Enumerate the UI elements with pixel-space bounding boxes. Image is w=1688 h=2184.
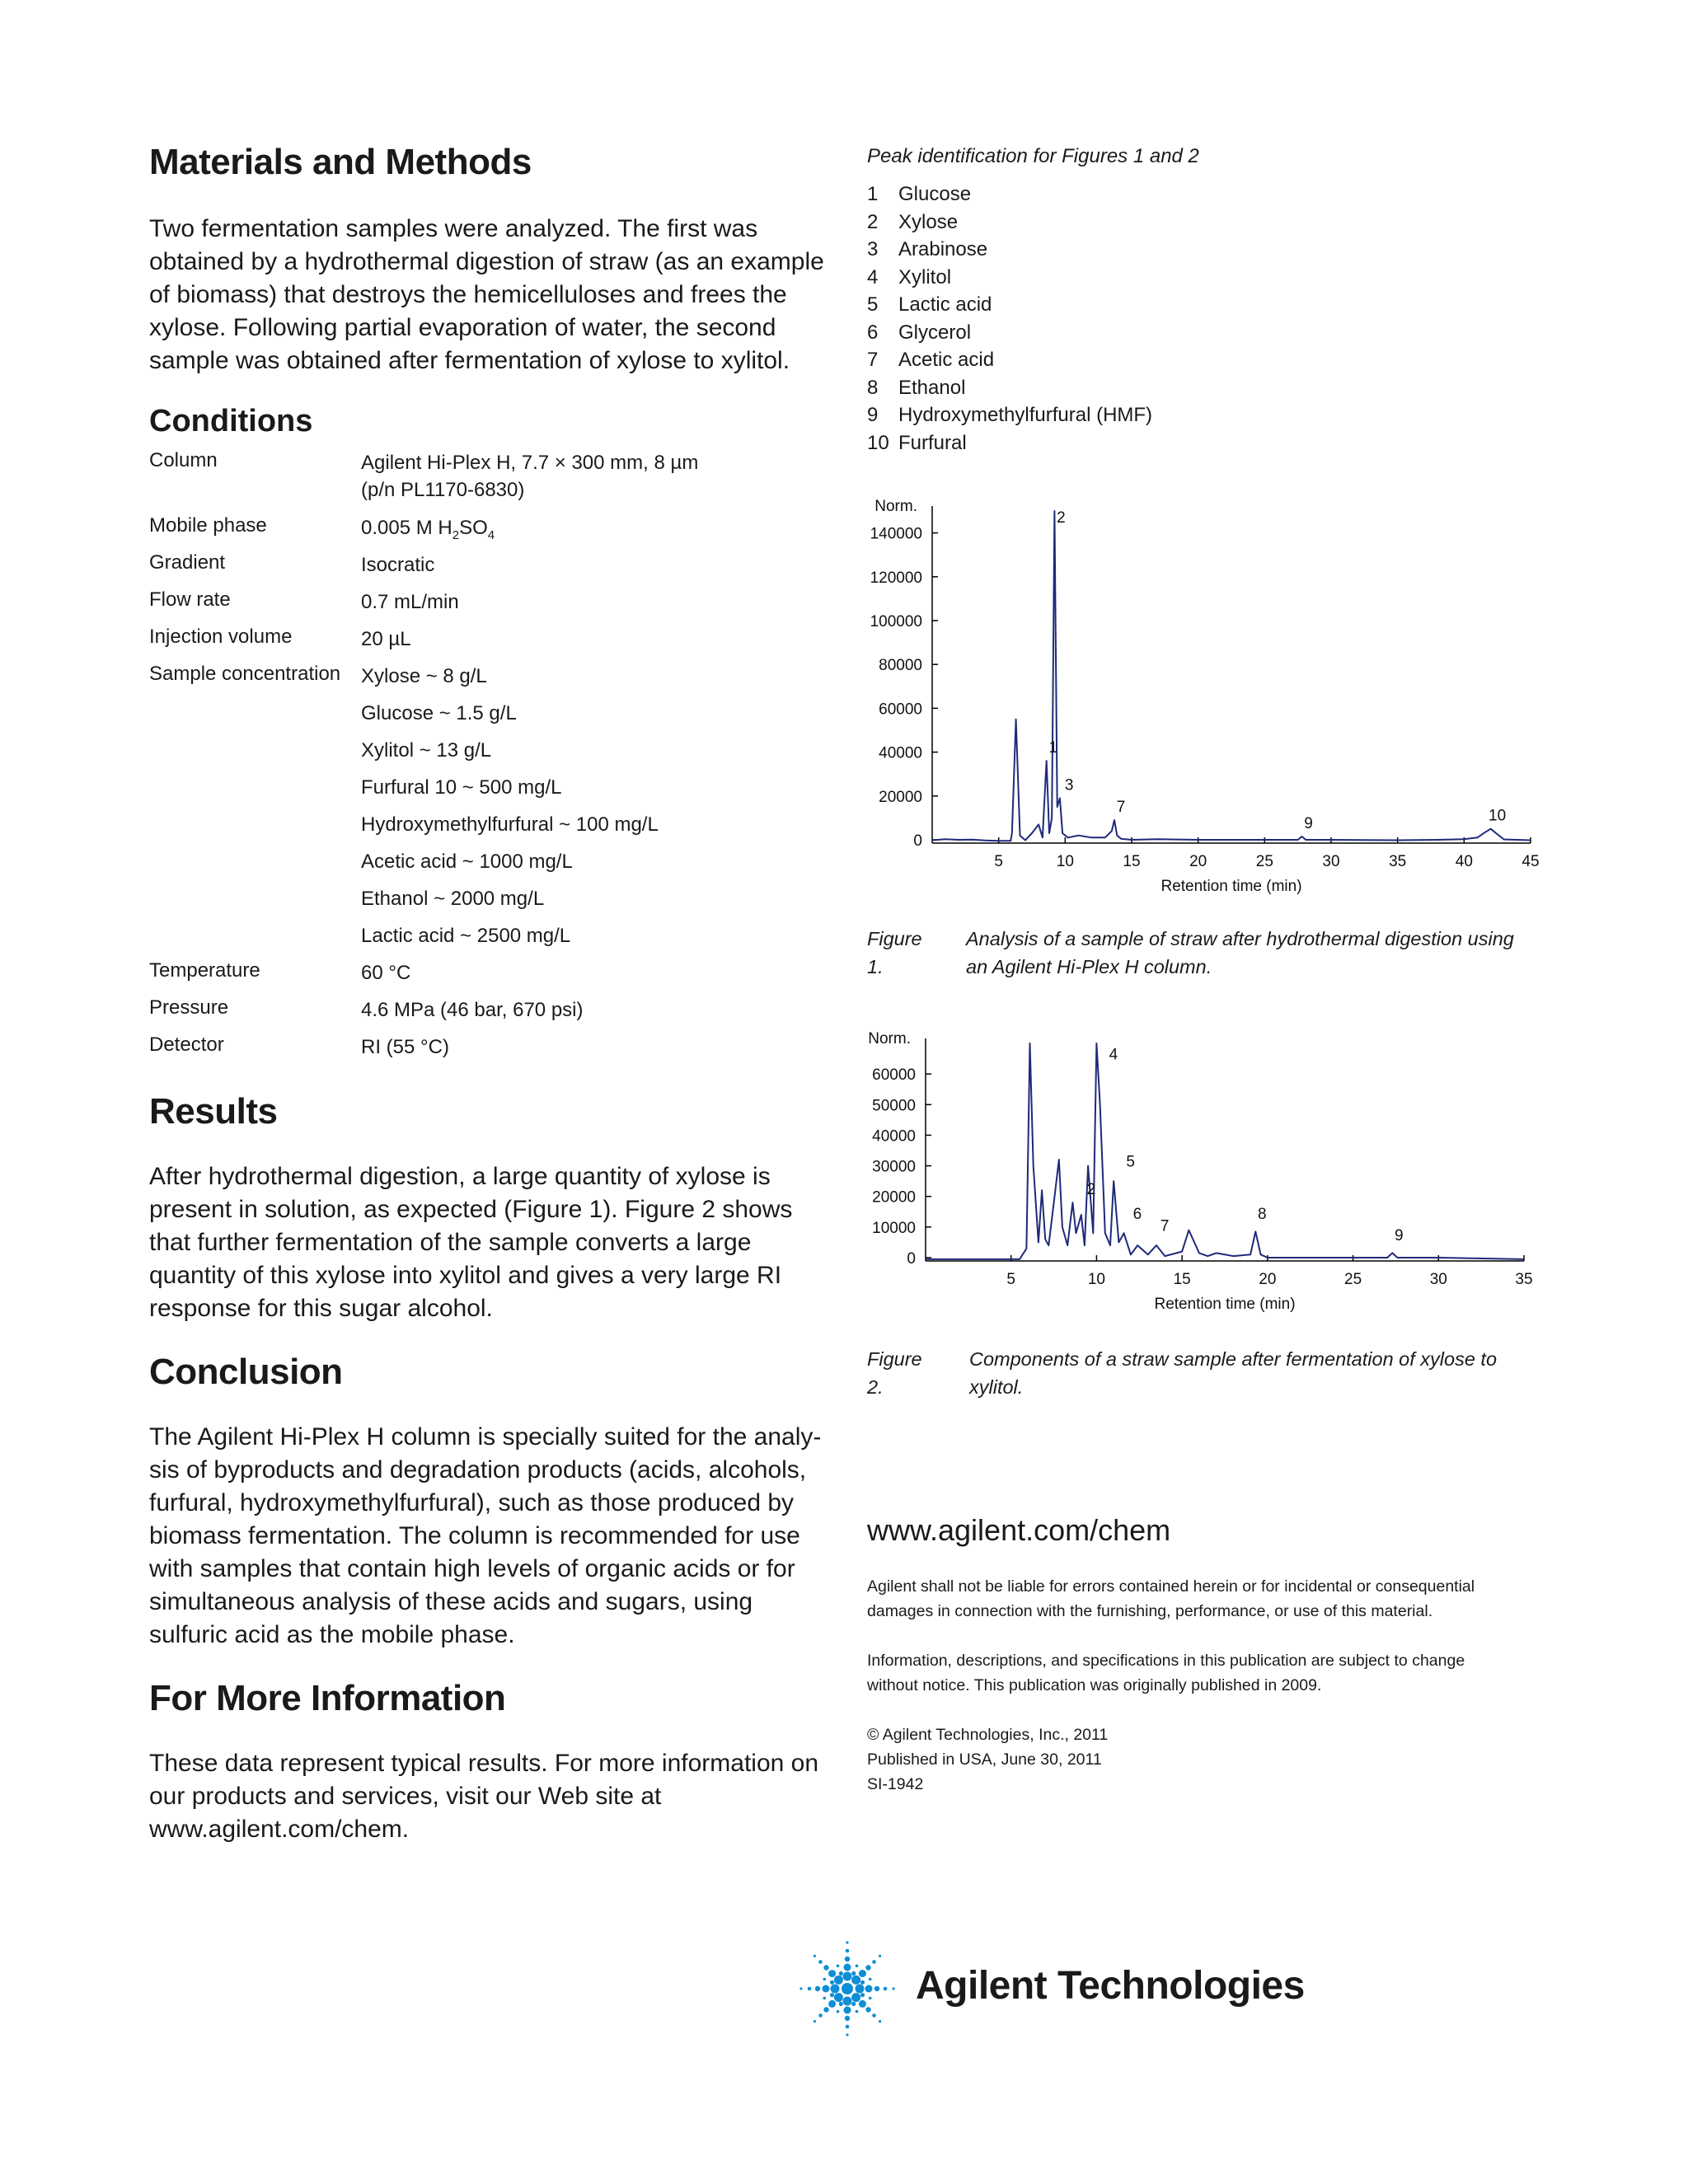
spark-dot xyxy=(808,1987,812,1991)
y-tick-label: 140000 xyxy=(870,525,922,543)
y-tick-label: 120000 xyxy=(870,569,922,587)
conclusion-heading: Conclusion xyxy=(149,1352,343,1392)
y-tick-label: 50000 xyxy=(872,1097,916,1115)
spark-dot xyxy=(830,1980,834,1985)
spark-dot xyxy=(874,1986,879,1991)
spark-dot xyxy=(799,1987,802,1990)
spark-dot xyxy=(860,1980,865,1985)
y-tick-label: 10000 xyxy=(872,1219,916,1237)
peak-label: 5 xyxy=(1126,1153,1135,1171)
agilent-logo xyxy=(794,1935,1305,2042)
peak-label: 1 xyxy=(1048,739,1058,757)
peak-label: 4 xyxy=(1109,1046,1118,1064)
spark-dot xyxy=(823,1997,827,2000)
x-tick-label: 40 xyxy=(1455,853,1473,870)
peak-label: 2 xyxy=(1086,1181,1096,1199)
chromatogram-trace xyxy=(926,1043,1524,1259)
spark-dot xyxy=(892,1987,894,1990)
spark-dot xyxy=(823,1965,828,1970)
x-tick-label: 20 xyxy=(1189,853,1207,870)
condition-row: Temperature 60 °C xyxy=(149,959,411,984)
peak-label: 7 xyxy=(1116,799,1126,817)
y-tick-label: 20000 xyxy=(872,1188,916,1207)
condition-row: Mobile phase 0.005 M $H_2SO_4$ xyxy=(149,514,495,542)
spark-dot xyxy=(869,1997,872,2000)
chromatogram-trace xyxy=(932,511,1531,841)
website-link[interactable]: www.agilent.com/chem. xyxy=(149,1816,410,1843)
peak-label: 9 xyxy=(1304,815,1313,833)
spark-dot xyxy=(834,1975,843,1985)
x-axis-label: Retention time (min) xyxy=(1154,1296,1296,1313)
y-tick-label: 0 xyxy=(913,832,922,850)
y-tick-label: 40000 xyxy=(879,744,922,762)
spark-dot xyxy=(884,1987,888,1991)
peak-label: 7 xyxy=(1160,1217,1170,1235)
spark-dot xyxy=(814,2020,816,2022)
spark-dot xyxy=(815,1986,820,1991)
spark-dot xyxy=(844,2007,851,2014)
spark-dot xyxy=(837,2010,840,2013)
results-paragraph: After hydrothermal digestion, a large quantity of xylose is present in solution, as expected (Figure 1). Figure 2 shows that further fermentation of the sample converts a large quantity of this xylose into xylitol and gives a very large RI response for this sugar alcohol. xyxy=(149,1163,793,1322)
condition-row: Hydroxymethylfurfural ~ 100 mg/L xyxy=(361,813,659,836)
condition-row: Sample concentration Xylose ~ 8 g/L xyxy=(149,663,487,687)
y-tick-label: 60000 xyxy=(879,701,922,719)
condition-row: Injection volume 20 µL xyxy=(149,626,411,650)
spark-dot xyxy=(839,1971,843,1975)
y-tick-label: 30000 xyxy=(872,1158,916,1176)
condition-row: Flow rate 0.7 mL/min xyxy=(149,588,459,613)
spark-dot xyxy=(859,2000,866,2008)
x-tick-label: 20 xyxy=(1259,1271,1277,1288)
x-tick-label: 10 xyxy=(1056,853,1074,870)
condition-row: Gradient Isocratic xyxy=(149,551,435,576)
condition-row: Column Agilent Hi-Plex H, 7.7 × 300 mm, 8 µm (p/n PL1170-6830) xyxy=(149,449,699,501)
x-tick-label: 5 xyxy=(994,853,1003,870)
spark-dot xyxy=(872,2013,876,2018)
conditions-heading: Conditions xyxy=(149,404,313,438)
spark-dot xyxy=(831,1985,840,1994)
spark-dot xyxy=(845,1957,850,1961)
spark-dot xyxy=(860,1993,865,1997)
disclaimer-text: Agilent shall not be liable for errors contained herein or for incidental or consequential damages in connection with the furnishing, performance, or use of this material. xyxy=(867,1577,1475,1620)
peak-label: 8 xyxy=(1258,1205,1267,1223)
spark-dot xyxy=(846,1949,850,1953)
x-tick-label: 25 xyxy=(1344,1271,1362,1288)
x-tick-label: 45 xyxy=(1522,853,1540,870)
x-tick-label: 35 xyxy=(1515,1271,1533,1288)
spark-dot xyxy=(865,1985,873,1993)
spark-dot xyxy=(845,2016,850,2021)
spark-dot xyxy=(872,1960,876,1964)
spark-dot xyxy=(851,1975,860,1985)
spark-dot xyxy=(856,2010,859,2013)
condition-row: Acetic acid ~ 1000 mg/L xyxy=(361,851,573,873)
footer-website-link[interactable]: www.agilent.com/chem xyxy=(867,1513,1171,1547)
materials-heading: Materials and Methods xyxy=(149,142,532,182)
spark-dot xyxy=(843,1997,852,2006)
more-info-paragraph: These data represent typical results. For more information on our products and services, visit our Web site at www.agilent.com/chem. xyxy=(149,1747,842,1846)
info-text: Information, descriptions, and specifications in this publication are subject to change without notice. This publication was originally published in 2009. xyxy=(867,1652,1465,1694)
chromatogram-figure-2 xyxy=(867,1025,1551,1330)
spark-dot xyxy=(823,2007,828,2012)
results-heading: Results xyxy=(149,1091,278,1132)
agilent-spark-icon xyxy=(794,1935,901,2042)
conditions-table xyxy=(149,449,842,1071)
peak-id-title: Peak identification for Figures 1 and 2 xyxy=(867,145,1199,167)
y-axis-label: Norm. xyxy=(868,1030,911,1047)
more-info-heading: For More Information xyxy=(149,1678,506,1718)
peak-label: 3 xyxy=(1064,776,1074,794)
peak-label: 6 xyxy=(1132,1205,1142,1223)
spark-dot xyxy=(851,2002,856,2006)
logo-text: Agilent Technologies xyxy=(916,1964,1305,2008)
y-axis-label: Norm. xyxy=(874,498,917,515)
spark-dot xyxy=(851,1993,860,2002)
spark-dot xyxy=(869,1978,872,1981)
peak-label: 9 xyxy=(1394,1226,1404,1244)
spark-dot xyxy=(859,1970,866,1977)
x-tick-label: 15 xyxy=(1123,853,1141,870)
condition-row: Glucose ~ 1.5 g/L xyxy=(361,702,517,724)
spark-dot xyxy=(818,2013,823,2018)
spark-dot xyxy=(818,1960,823,1964)
spark-dot xyxy=(879,2020,881,2022)
spark-dot xyxy=(814,1955,816,1957)
spark-dot xyxy=(837,1965,840,1968)
conclusion-paragraph: The Agilent Hi-Plex H column is specially suited for the analy- sis of byproducts and degradation products (acids, alcohols, furfural, hydroxymethylfurfural), such as those produced by biomass fermentation. The column is recommended for use with samples that contain high levels of organic acids or for simultaneous analysis of these acids and sugars, using sulfuric acid as the mobile phase. xyxy=(149,1423,822,1648)
spark-center-dot xyxy=(842,1983,853,1994)
spark-dot xyxy=(830,1993,834,1997)
spark-dot xyxy=(856,1985,865,1994)
spark-dot xyxy=(846,2033,848,2036)
y-tick-label: 80000 xyxy=(879,657,922,675)
x-tick-label: 30 xyxy=(1429,1271,1447,1288)
x-axis-label: Retention time (min) xyxy=(1160,878,1302,895)
spark-dot xyxy=(823,1985,830,1993)
condition-row: Pressure 4.6 MPa (46 bar, 670 psi) xyxy=(149,996,584,1021)
spark-dot xyxy=(839,2002,843,2006)
spark-dot xyxy=(865,2007,870,2012)
materials-paragraph: Two fermentation samples were analyzed. The first was obtained by a hydrothermal digestion of straw (as an example of biomass) that destroys the hemicelluloses and frees the xylose. Following partial evaporation of water, the second sample was obtained after fermentation of xylose to xylitol. xyxy=(149,215,824,374)
spark-dot xyxy=(846,1941,848,1943)
peak-label: 10 xyxy=(1489,807,1507,825)
x-tick-label: 5 xyxy=(1006,1271,1016,1288)
condition-row: Furfural 10 ~ 500 mg/L xyxy=(361,776,562,799)
chromatogram-figure-1 xyxy=(867,494,1551,907)
spark-dot xyxy=(823,1978,827,1981)
spark-dot xyxy=(879,1955,881,1957)
condition-row: Xylitol ~ 13 g/L xyxy=(361,739,492,762)
spark-dot xyxy=(834,1993,843,2002)
y-tick-label: 0 xyxy=(907,1250,916,1268)
x-tick-label: 10 xyxy=(1087,1271,1105,1288)
condition-row: Detector RI (55 °C) xyxy=(149,1033,449,1058)
y-tick-label: 60000 xyxy=(872,1066,916,1085)
y-tick-label: 40000 xyxy=(872,1127,916,1146)
x-tick-label: 25 xyxy=(1255,853,1273,870)
spark-dot xyxy=(856,1965,859,1968)
condition-row: Lactic acid ~ 2500 mg/L xyxy=(361,925,571,947)
y-tick-label: 100000 xyxy=(870,613,922,630)
spark-dot xyxy=(846,2025,850,2029)
x-tick-label: 35 xyxy=(1389,853,1407,870)
spark-dot xyxy=(844,1964,851,1971)
x-tick-label: 15 xyxy=(1173,1271,1191,1288)
peak-label: 2 xyxy=(1057,509,1066,527)
spark-dot xyxy=(865,1965,870,1970)
spark-dot xyxy=(828,2000,836,2008)
x-tick-label: 30 xyxy=(1322,853,1340,870)
spark-dot xyxy=(843,1972,852,1981)
spark-dot xyxy=(851,1971,856,1975)
spark-dot xyxy=(828,1970,836,1977)
y-tick-label: 20000 xyxy=(879,788,922,806)
copyright-text: © Agilent Technologies, Inc., 2011 Published in USA, June 30, 2011 SI-1942 xyxy=(867,1726,1109,1793)
condition-row: Ethanol ~ 2000 mg/L xyxy=(361,888,545,910)
